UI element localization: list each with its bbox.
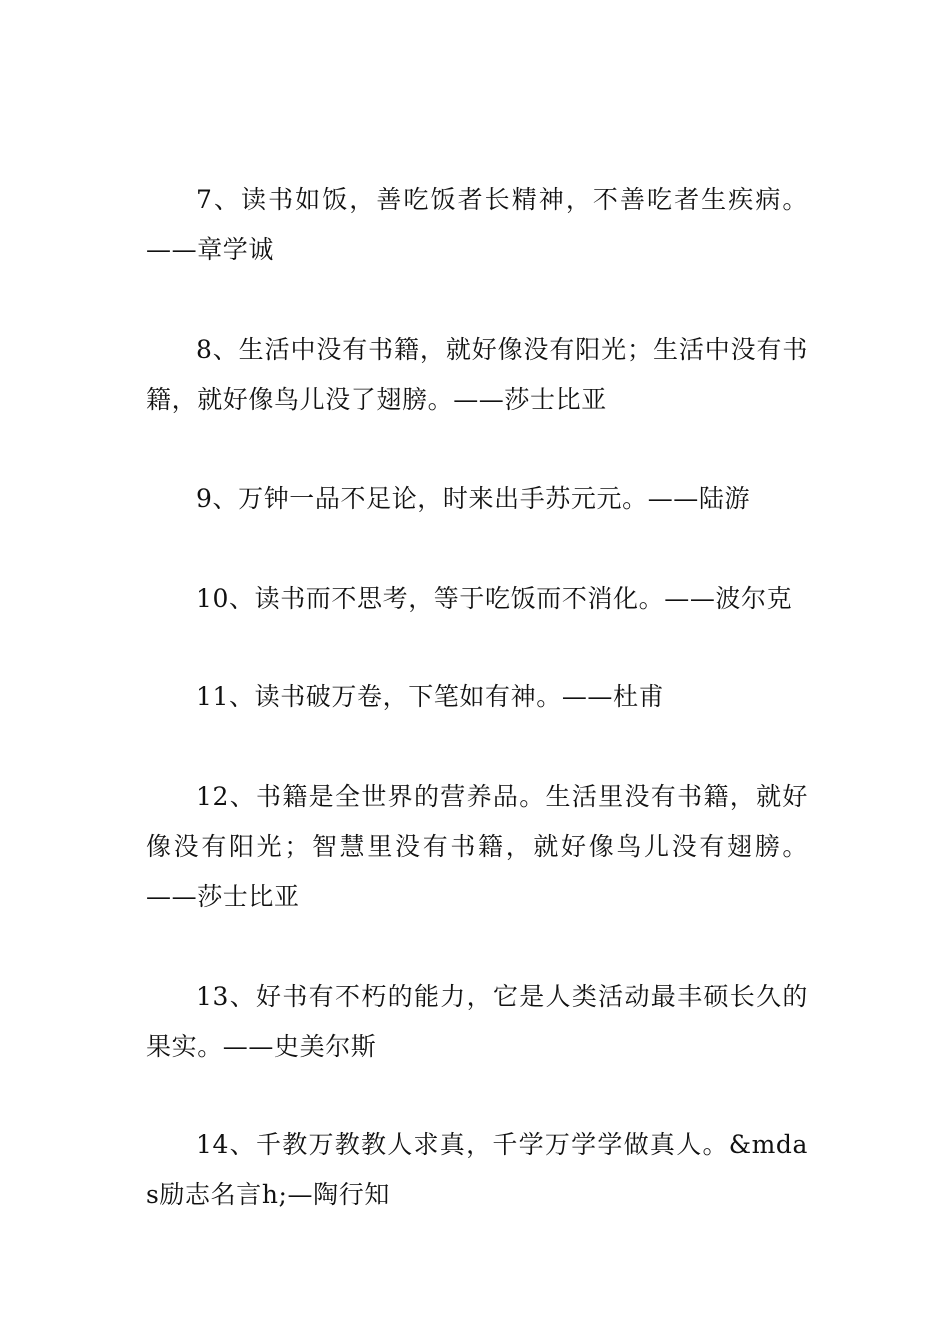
quote-paragraph-7: 7、读书如饭，善吃饭者长精神，不善吃者生疾病。——章学诚 bbox=[146, 185, 808, 264]
quote-paragraph-9: 9、万钟一品不足论，时来出手苏元元。——陆游 bbox=[196, 484, 751, 513]
quote-paragraph-8: 8、生活中没有书籍，就好像没有阳光；生活中没有书籍，就好像鸟儿没了翅膀。——莎士比亚 bbox=[146, 335, 808, 414]
quote-paragraph-10: 10、读书而不思考，等于吃饭而不消化。——波尔克 bbox=[196, 584, 793, 613]
quote-paragraph-11: 11、读书破万卷，下笔如有神。——杜甫 bbox=[196, 682, 665, 711]
quote-paragraph-12: 12、书籍是全世界的营养品。生活里没有书籍，就好像没有阳光；智慧里没有书籍，就好像鸟儿没有翅膀。——莎士比亚 bbox=[146, 782, 808, 911]
quote-paragraph-13: 13、好书有不朽的能力，它是人类活动最丰硕长久的果实。——史美尔斯 bbox=[146, 982, 808, 1061]
quote-paragraph-14: 14、千教万教教人求真，千学万学学做真人。&mdas励志名言h;—陶行知 bbox=[146, 1130, 808, 1209]
